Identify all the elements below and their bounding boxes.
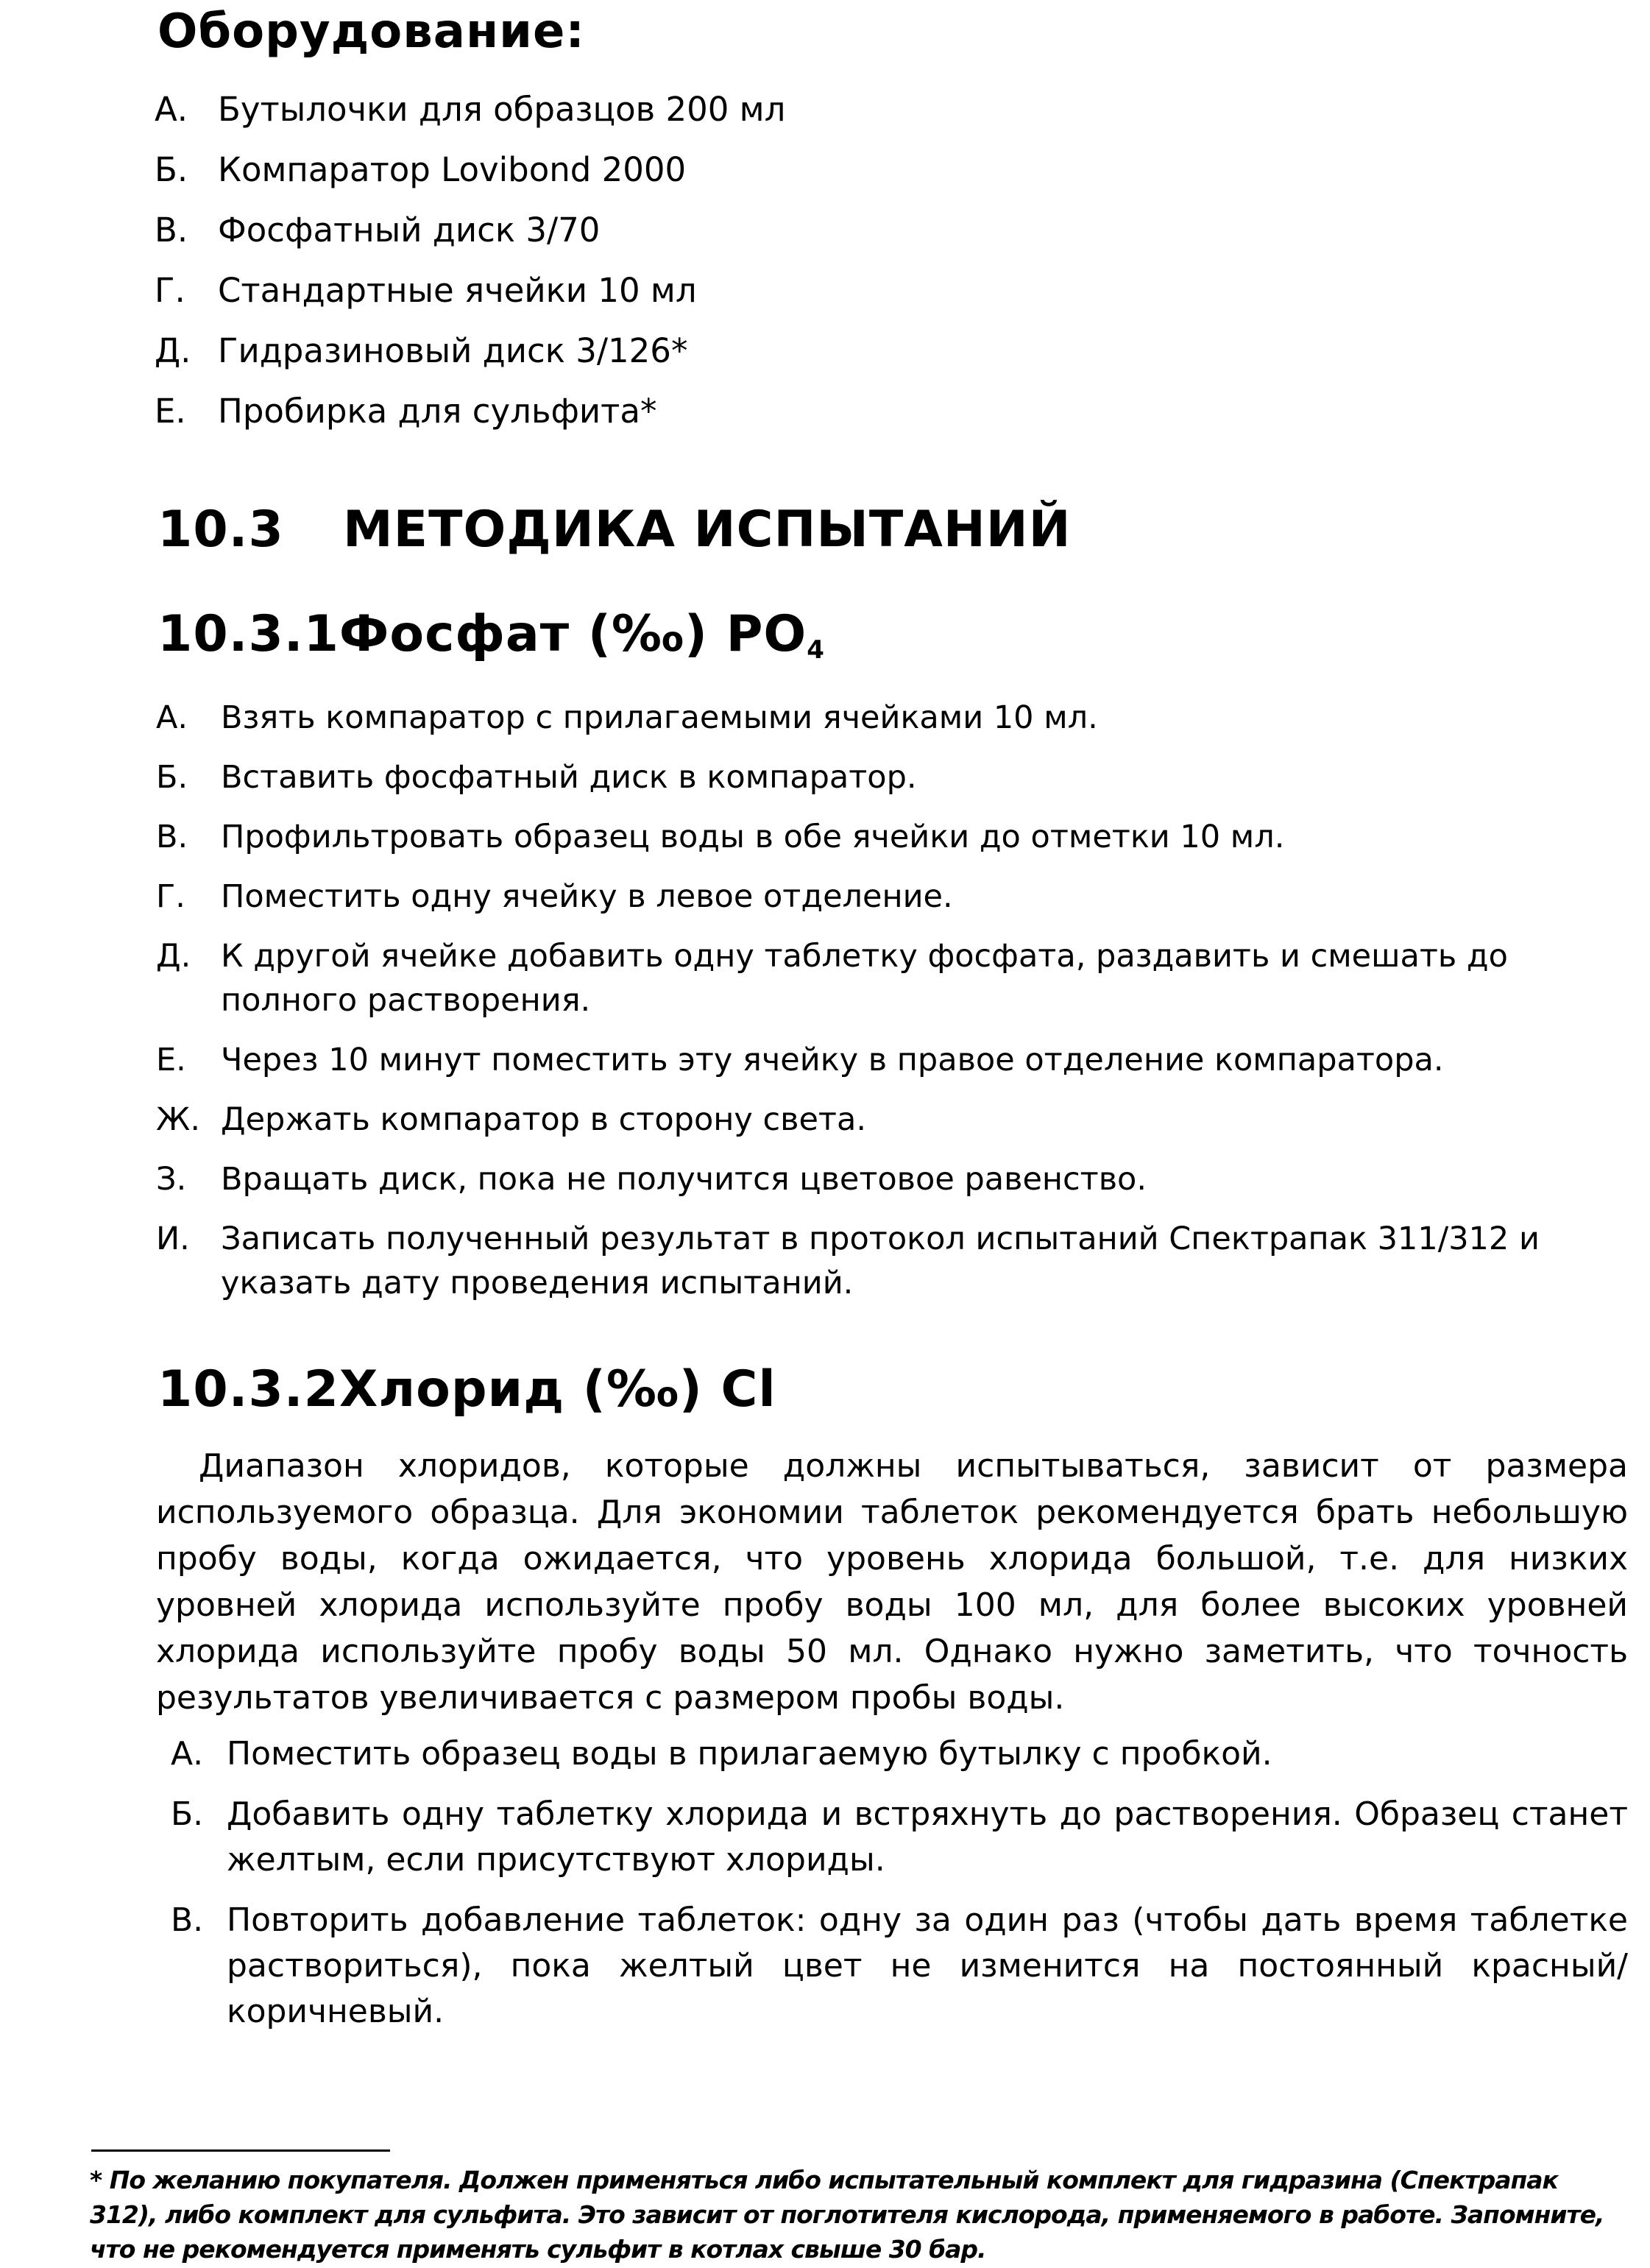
list-marker: А. bbox=[156, 699, 188, 736]
section-10-3-heading bbox=[157, 501, 1072, 559]
list-item bbox=[171, 1898, 1628, 2035]
list-marker: З. bbox=[156, 1161, 187, 1198]
list-item bbox=[171, 1792, 1628, 1883]
list-item bbox=[156, 1217, 1621, 1305]
list-marker: Б. bbox=[171, 1795, 204, 1833]
list-item bbox=[156, 1038, 1621, 1082]
list-marker: В. bbox=[155, 211, 188, 250]
list-item bbox=[156, 1098, 1621, 1142]
list-marker: Е. bbox=[156, 1042, 186, 1078]
list-item bbox=[155, 321, 785, 381]
list-item-text: Гидразиновый диск 3/126* bbox=[218, 331, 688, 370]
footnote: * По желанию покупателя. Должен применяться либо испытательный комплект для гидразина (Спектрапак 312), либо комплект для сульфита. Это зависит от поглотителя кислорода, применяемого в работе. Запомните, что не рекомендуется применять сульфит в котлах свыше 30 бар. bbox=[90, 2166, 1604, 2264]
list-item-text: Поместить одну ячейку в левое отделение. bbox=[221, 878, 953, 915]
section-title: МЕТОДИКА ИСПЫТАНИЙ bbox=[343, 501, 1072, 559]
list-item-text: Повторить добавление таблеток: одну за один раз (чтобы дать время таблетке раствориться), пока желтый цвет не изменится на постоянный красный/коричневый. bbox=[227, 1901, 1628, 2030]
list-item bbox=[155, 200, 785, 261]
chloride-intro-paragraph: Диапазон хлоридов, которые должны испытываться, зависит от размера используемого образца. Для экономии таблеток рекомендуется брать небольшую пробу воды, когда ожидается, что уровень хлорида большой, т.е. для низких уровней хлорида используйте пробу воды 100 мл, для более высоких уровней хлорида используйте пробу воды 50 мл. Однако нужно заметить, что точность результатов увеличивается с размером пробы воды. bbox=[156, 1447, 1628, 1717]
list-marker: А. bbox=[171, 1735, 204, 1773]
list-item-text: Фосфатный диск 3/70 bbox=[218, 211, 601, 250]
list-item-text: Профильтровать образец воды в обе ячейки до отметки 10 мл. bbox=[221, 819, 1285, 855]
list-item-text: Записать полученный результат в протокол испытаний Спектрапак 311/312 и указать дату проведения испытаний. bbox=[221, 1220, 1540, 1301]
list-marker: Д. bbox=[156, 938, 191, 975]
list-marker: Г. bbox=[156, 878, 185, 915]
list-item-text: Поместить образец воды в прилагаемую бутылку с пробкой. bbox=[227, 1735, 1272, 1773]
list-item bbox=[171, 1731, 1628, 1777]
phosphate-steps-list bbox=[156, 696, 1621, 1321]
chloride-steps-list bbox=[171, 1731, 1628, 2049]
list-item-text: Взять компаратор с прилагаемыми ячейками 10 мл. bbox=[221, 699, 1098, 736]
list-item bbox=[155, 261, 785, 321]
section-number: 10.3 bbox=[157, 501, 284, 559]
list-item bbox=[156, 815, 1621, 859]
list-item-text: Держать компаратор в сторону света. bbox=[221, 1101, 866, 1138]
list-marker: И. bbox=[156, 1220, 190, 1257]
list-marker: Б. bbox=[156, 759, 188, 796]
list-item-text: К другой ячейке добавить одну таблетку фосфата, раздавить и смешать до полного растворения. bbox=[221, 938, 1508, 1019]
list-item bbox=[156, 696, 1621, 740]
list-item bbox=[155, 381, 785, 442]
list-marker: Б. bbox=[155, 150, 188, 189]
list-item bbox=[155, 140, 785, 200]
list-item bbox=[156, 1157, 1621, 1201]
section-10-3-1-heading bbox=[157, 605, 825, 665]
list-item-text: Добавить одну таблетку хлорида и встряхнуть до растворения. Образец станет желтым, если присутствуют хлориды. bbox=[227, 1795, 1628, 1879]
equipment-list bbox=[155, 80, 785, 442]
list-item-text: Вставить фосфатный диск в компаратор. bbox=[221, 759, 917, 796]
list-item-text: Вращать диск, пока не получится цветовое равенство. bbox=[221, 1161, 1147, 1198]
list-marker: Д. bbox=[155, 331, 191, 370]
list-item bbox=[156, 875, 1621, 919]
list-item bbox=[156, 755, 1621, 799]
list-marker: А. bbox=[155, 90, 188, 129]
section-10-3-2-heading: 10.3.2Хлорид (‰) Cl bbox=[157, 1360, 776, 1419]
list-marker: Г. bbox=[155, 271, 185, 310]
subscript: 4 bbox=[807, 635, 825, 665]
list-marker: Ж. bbox=[156, 1101, 200, 1138]
list-item-text: Компаратор Lovibond 2000 bbox=[218, 150, 687, 189]
list-item-text: Стандартные ячейки 10 мл bbox=[218, 271, 697, 310]
list-item-text: Пробирка для сульфита* bbox=[218, 392, 657, 431]
list-item bbox=[155, 80, 785, 140]
footnote-divider bbox=[91, 2149, 390, 2152]
list-marker: В. bbox=[156, 819, 188, 855]
list-marker: Е. bbox=[155, 392, 186, 431]
list-item-text: Бутылочки для образцов 200 мл bbox=[218, 90, 786, 129]
list-marker: В. bbox=[171, 1901, 204, 1939]
equipment-heading: Оборудование: bbox=[157, 4, 585, 59]
list-item-text: Через 10 минут поместить эту ячейку в правое отделение компаратора. bbox=[221, 1042, 1444, 1078]
section-title: 10.3.1Фосфат (‰) PO bbox=[157, 605, 807, 663]
list-item bbox=[156, 934, 1621, 1022]
